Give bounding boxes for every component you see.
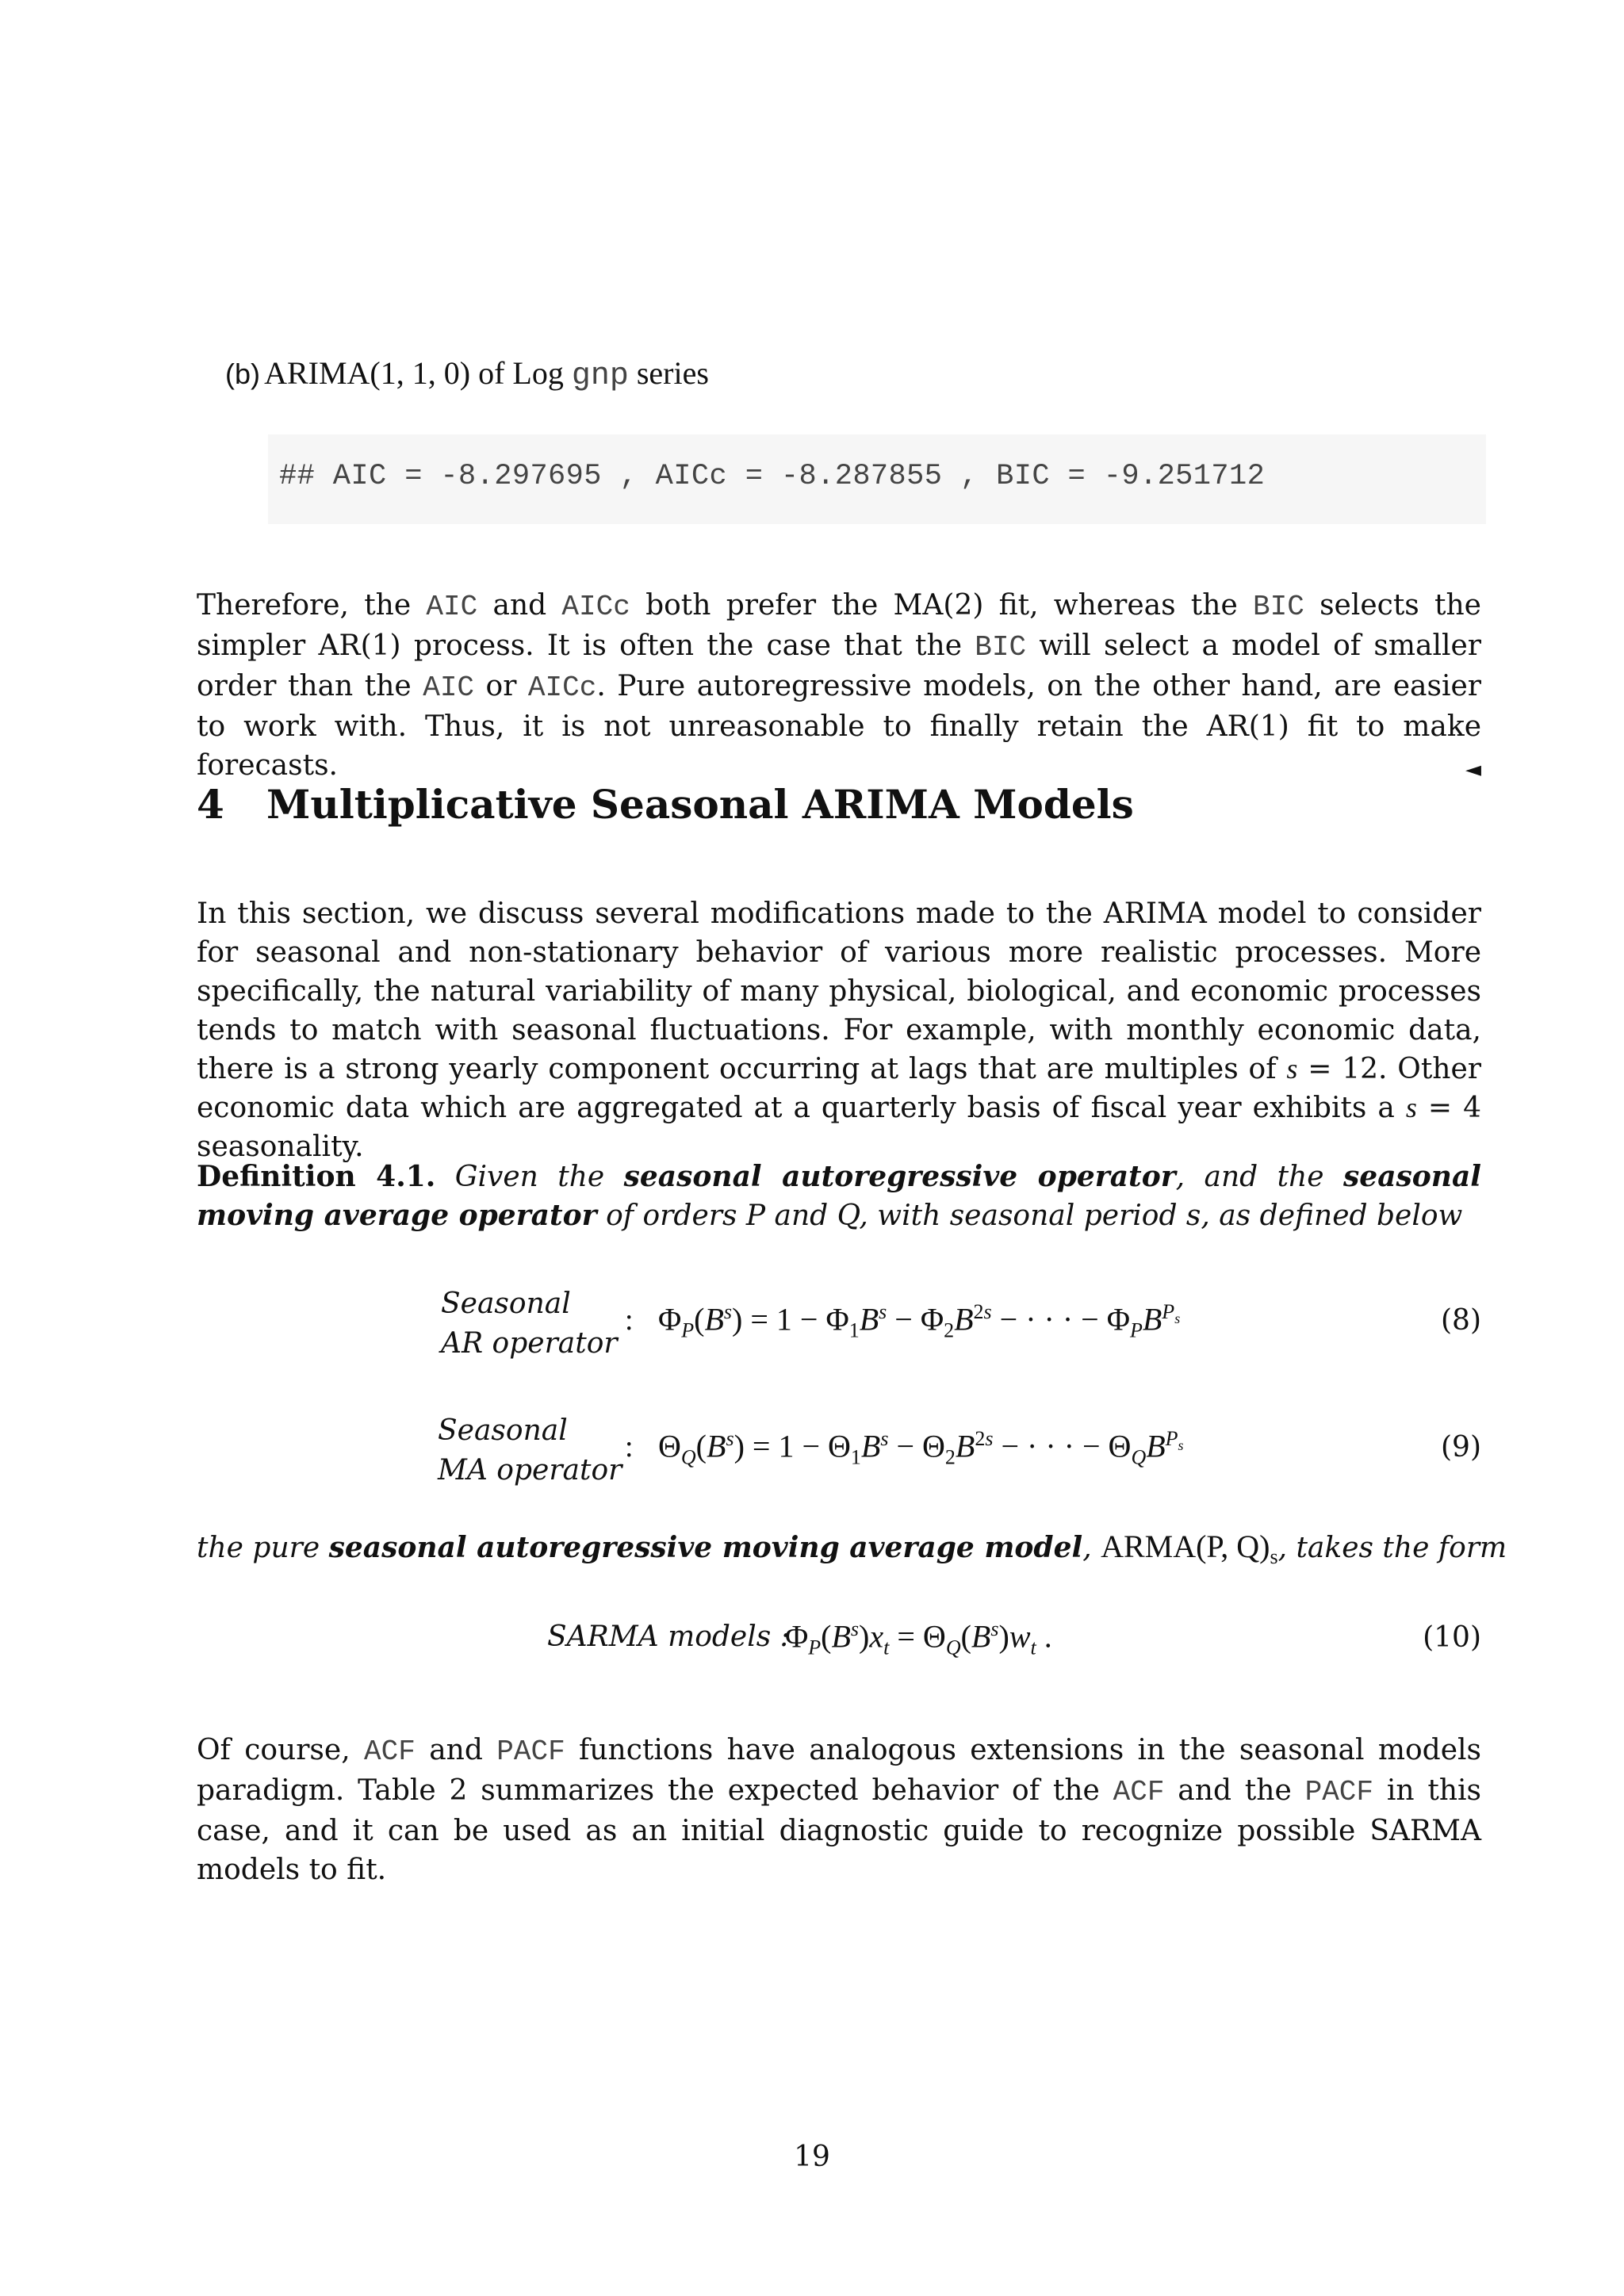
subcaption-label: (b)	[225, 358, 260, 390]
equation-formula: $\Theta_Q(B^s) = 1 - \Theta_1B^s - \Theta_2B^{2s}$ − · · · − $\Theta_QB^{P_s}$	[658, 1427, 1184, 1469]
definition-label: Definition 4.1.	[197, 1160, 436, 1193]
paragraph-model-selection: Therefore, the AIC and AICc both prefer the MA(2) fit, whereas the BIC selects the simpler AR(1) process. It is often the case that the BIC will select a model of smaller order than the AIC or AICc. Pure autoregressive models, on the other hand, are easier to work with. Thus, it is not unreasonable to finally retain the AR(1) fit to make forecasts. ◄	[197, 586, 1481, 790]
page-number: 19	[794, 2141, 830, 2173]
equation-number: (10)	[1423, 1621, 1481, 1654]
inline-code: AIC	[423, 672, 475, 704]
inline-code: PACF	[1304, 1776, 1374, 1808]
inline-code: AICc	[561, 591, 630, 623]
inline-code: ACF	[364, 1735, 416, 1768]
subcaption-title: ARIMA(1, 1, 0) of Log gnp series	[264, 355, 709, 394]
end-of-example-mark: ◄	[1465, 758, 1481, 782]
inline-code: AIC	[426, 591, 478, 623]
definition-4-1: Definition 4.1. Given the seasonal autoregressive operator, and the seasonal moving average operator of orders P and Q, with seasonal period s, as defined below	[197, 1160, 1481, 1232]
section-number: 4	[197, 781, 224, 828]
inline-code: gnp	[571, 358, 629, 394]
equation-formula: $\Phi_P(B^s) = 1 - \Phi_1B^s - \Phi_2B^{2s}$ − · · · − $\Phi_PB^{P_s}$	[658, 1300, 1181, 1342]
inline-code: ACF	[1113, 1776, 1165, 1808]
equation-number: (8)	[1441, 1304, 1481, 1337]
equation-number: (9)	[1441, 1431, 1481, 1464]
code-output-text: ## AIC = -8.297695 , AICc = -8.287855 , BIC = -9.251712	[279, 460, 1266, 493]
equation-label: SARMA models :	[547, 1621, 790, 1653]
inline-code: BIC	[1253, 591, 1304, 623]
equation-label: Seasonal AR operator	[441, 1288, 618, 1360]
inline-code: BIC	[975, 631, 1027, 664]
figure-subcaption	[225, 354, 709, 394]
document-page: (b) ARIMA(1, 1, 0) of Log gnp series ## AIC = -8.297695 , AICc = -8.287855 , BIC = -9.251712 Therefore, the AIC and AICc both prefer the MA(2) fit, whereas the BIC selects the simpler AR(1) process. It is often the case that the BIC will select a model of smaller order than the AIC or AICc. Pure autoregressive models, on the other hand, are easier to work with. Thus, it is not unreasonable to finally retain the AR(1) fit to make forecasts. ◄ 4 Multiplicative Seasonal ARIMA Models In this section, we discuss several modifications made to the ARIMA model to consider for seasonal and non-stationary behavior of various more realistic processes. More specifically, the natural variability of many physical, biological, and economic processes tends to match with seasonal fluctuations. For example, with monthly economic data, there is a strong yearly component occurring at lags that are multiples of s = 12. Other economic data which are aggregated at a quarterly basis of fiscal year exhibits a s = 4 seasonality. Definition 4.1. Given the seasonal autoregressive operator, and the seasonal moving average operator of orders P and Q, with seasonal period s, as defined below Seasonal AR operator : $\Phi_P(B^s) = 1 - \Phi_1B^s - \Phi_2B^{2s}$ − · · · − $\Phi_PB^{P_s}$ (8) Seasonal MA operator : $\Theta_Q(B^s) = 1 - \Theta_1B^s - \Theta_2B^{2s}$ − · · · − $\Theta_QB^{P_s}$ (9) the pure seasonal autoregressive moving average model, ARMA(P, $Q)_s$, takes the form SARMA models : $\Phi_P(B^s)x_t = \Theta_Q(B^s)w_t$ . (10) Of course, ACF and PACF functions have analogous extensions in the seasonal models paradigm. Table 2 summarizes the expected behavior of the ACF and the PACF in this case, and it can be used as an initial diagnostic guide to recognize possible SARMA models to fit. 19	[0, 0, 1624, 2296]
paragraph-seasonal-intro: In this section, we discuss several modifications made to the ARIMA model to consider for seasonal and non-stationary behavior of various more realistic processes. More specifically, the natural variability of many physical, biological, and economic processes tends to match with seasonal fluctuations. For example, with monthly economic data, there is a strong yearly component occurring at lags that are multiples of s = 12. Other economic data which are aggregated at a quarterly basis of fiscal year exhibits a s = 4 seasonality.	[197, 897, 1481, 1163]
inline-code: PACF	[496, 1735, 565, 1768]
section-heading	[197, 781, 1134, 828]
sarma-definition-sentence: the pure seasonal autoregressive moving average model, ARMA(P, $Q)_s$, takes the form	[197, 1529, 1507, 1569]
section-title: Multiplicative Seasonal ARIMA Models	[266, 781, 1134, 828]
inline-code: AICc	[527, 672, 597, 704]
paragraph-acf-pacf: Of course, ACF and PACF functions have analogous extensions in the seasonal models paradigm. Table 2 summarizes the expected behavior of the ACF and the PACF in this case, and it can be used as an initial diagnostic guide to recognize possible SARMA models to fit.	[197, 1734, 1481, 1886]
equation-label: Seasonal MA operator	[438, 1414, 622, 1487]
code-output-block	[268, 434, 1486, 524]
equation-formula: $\Phi_P(B^s)x_t = \Theta_Q(B^s)w_t$ .	[785, 1617, 1052, 1659]
